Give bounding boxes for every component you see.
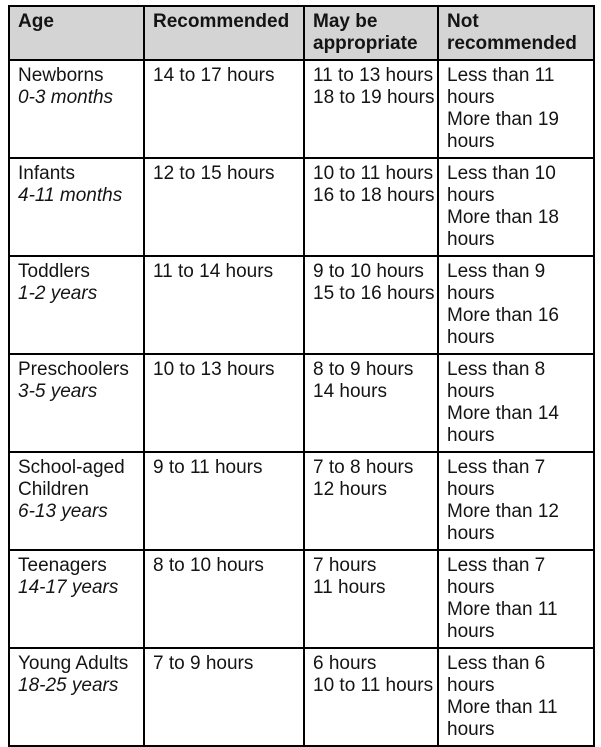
recommended-cell [144,452,304,550]
not-recommended-cell [438,158,594,256]
column-header-recommended: Recommended [144,6,304,60]
not-hours-line: More than 19 hours [447,109,559,152]
age-cell [9,354,144,452]
not-hours-line: More than 11 hours [447,599,558,642]
not-hours-line: Less than 9 hours [447,261,546,304]
may-hours-line: 9 to 10 hours [313,261,424,282]
not-hours-line: More than 11 hours [447,697,558,740]
recommended-hours: 14 to 17 hours [153,65,275,86]
may-hours-line: 10 to 11 hours [313,163,434,184]
not-hours-line: Less than 7 hours [447,457,546,500]
may-hours-line: 11 hours [313,577,386,598]
table-row-infants [9,158,594,256]
age-group-label: Teenagers [18,555,107,576]
may-hours-line: 18 to 19 hours [313,87,435,108]
table-row-toddlers [9,256,594,354]
column-header-age: Age [9,6,144,60]
recommended-hours: 8 to 10 hours [153,555,264,576]
may-hours-line: 16 to 18 hours [313,185,435,206]
may-hours-line: 15 to 16 hours [313,283,435,304]
not-hours-line: More than 14 hours [447,403,559,446]
recommended-cell [144,158,304,256]
age-cell [9,60,144,158]
table-row-school-aged-children [9,452,594,550]
recommended-hours: 9 to 11 hours [153,457,263,478]
age-group-label: Young Adults [18,653,129,674]
may-be-appropriate-cell [304,550,438,648]
recommended-cell [144,550,304,648]
column-header-not-recommended: Not recommended [438,6,594,60]
may-be-appropriate-cell [304,256,438,354]
age-cell [9,158,144,256]
not-hours-line: Less than 7 hours [447,555,546,598]
age-range-label: 6-13 years [18,501,108,522]
may-be-appropriate-cell [304,648,438,746]
age-group-label: Infants [18,163,76,184]
not-hours-line: More than 12 hours [447,501,559,544]
may-hours-line: 12 hours [313,479,387,500]
not-recommended-cell [438,648,594,746]
may-hours-line: 11 to 13 hours [313,65,434,86]
not-hours-line: Less than 6 hours [447,653,546,696]
may-hours-line: 7 hours [313,555,377,576]
column-header-may-be-appropriate: May be appropriate [304,6,438,60]
not-hours-line: More than 16 hours [447,305,559,348]
may-hours-line: 6 hours [313,653,377,674]
sleep-recommendations-table-container [8,5,595,747]
age-cell [9,550,144,648]
not-hours-line: Less than 11 hours [447,65,555,108]
recommended-cell [144,354,304,452]
age-range-label: 1-2 years [18,283,98,304]
recommended-hours: 7 to 9 hours [153,653,254,674]
recommended-hours: 12 to 15 hours [153,163,275,184]
table-row-teenagers [9,550,594,648]
not-recommended-cell [438,452,594,550]
age-cell [9,648,144,746]
table-header-row [9,6,594,60]
may-be-appropriate-cell [304,354,438,452]
age-group-label: Preschoolers [18,359,129,380]
age-group-label: Toddlers [18,261,90,282]
table-row-preschoolers [9,354,594,452]
age-range-label: 3-5 years [18,381,98,402]
age-group-label: Newborns [18,65,104,86]
table-row-young-adults [9,648,594,746]
recommended-hours: 10 to 13 hours [153,359,275,380]
age-range-label: 18-25 years [18,675,119,696]
age-cell [9,452,144,550]
age-group-label: School-aged Children [18,457,125,500]
not-recommended-cell [438,354,594,452]
not-hours-line: Less than 8 hours [447,359,546,402]
may-hours-line: 7 to 8 hours [313,457,414,478]
may-be-appropriate-cell [304,60,438,158]
age-range-label: 14-17 years [18,577,119,598]
may-be-appropriate-cell [304,452,438,550]
may-hours-line: 8 to 9 hours [313,359,414,380]
may-be-appropriate-cell [304,158,438,256]
not-recommended-cell [438,256,594,354]
recommended-cell [144,256,304,354]
recommended-hours: 11 to 14 hours [153,261,274,282]
sleep-recommendations-table [8,5,595,747]
not-hours-line: Less than 10 hours [447,163,556,206]
recommended-cell [144,648,304,746]
age-cell [9,256,144,354]
age-range-label: 0-3 months [18,87,114,108]
age-range-label: 4-11 months [18,185,123,206]
may-hours-line: 10 to 11 hours [313,675,434,696]
not-recommended-cell [438,550,594,648]
may-hours-line: 14 hours [313,381,387,402]
not-hours-line: More than 18 hours [447,207,559,250]
table-row-newborns [9,60,594,158]
recommended-cell [144,60,304,158]
not-recommended-cell [438,60,594,158]
